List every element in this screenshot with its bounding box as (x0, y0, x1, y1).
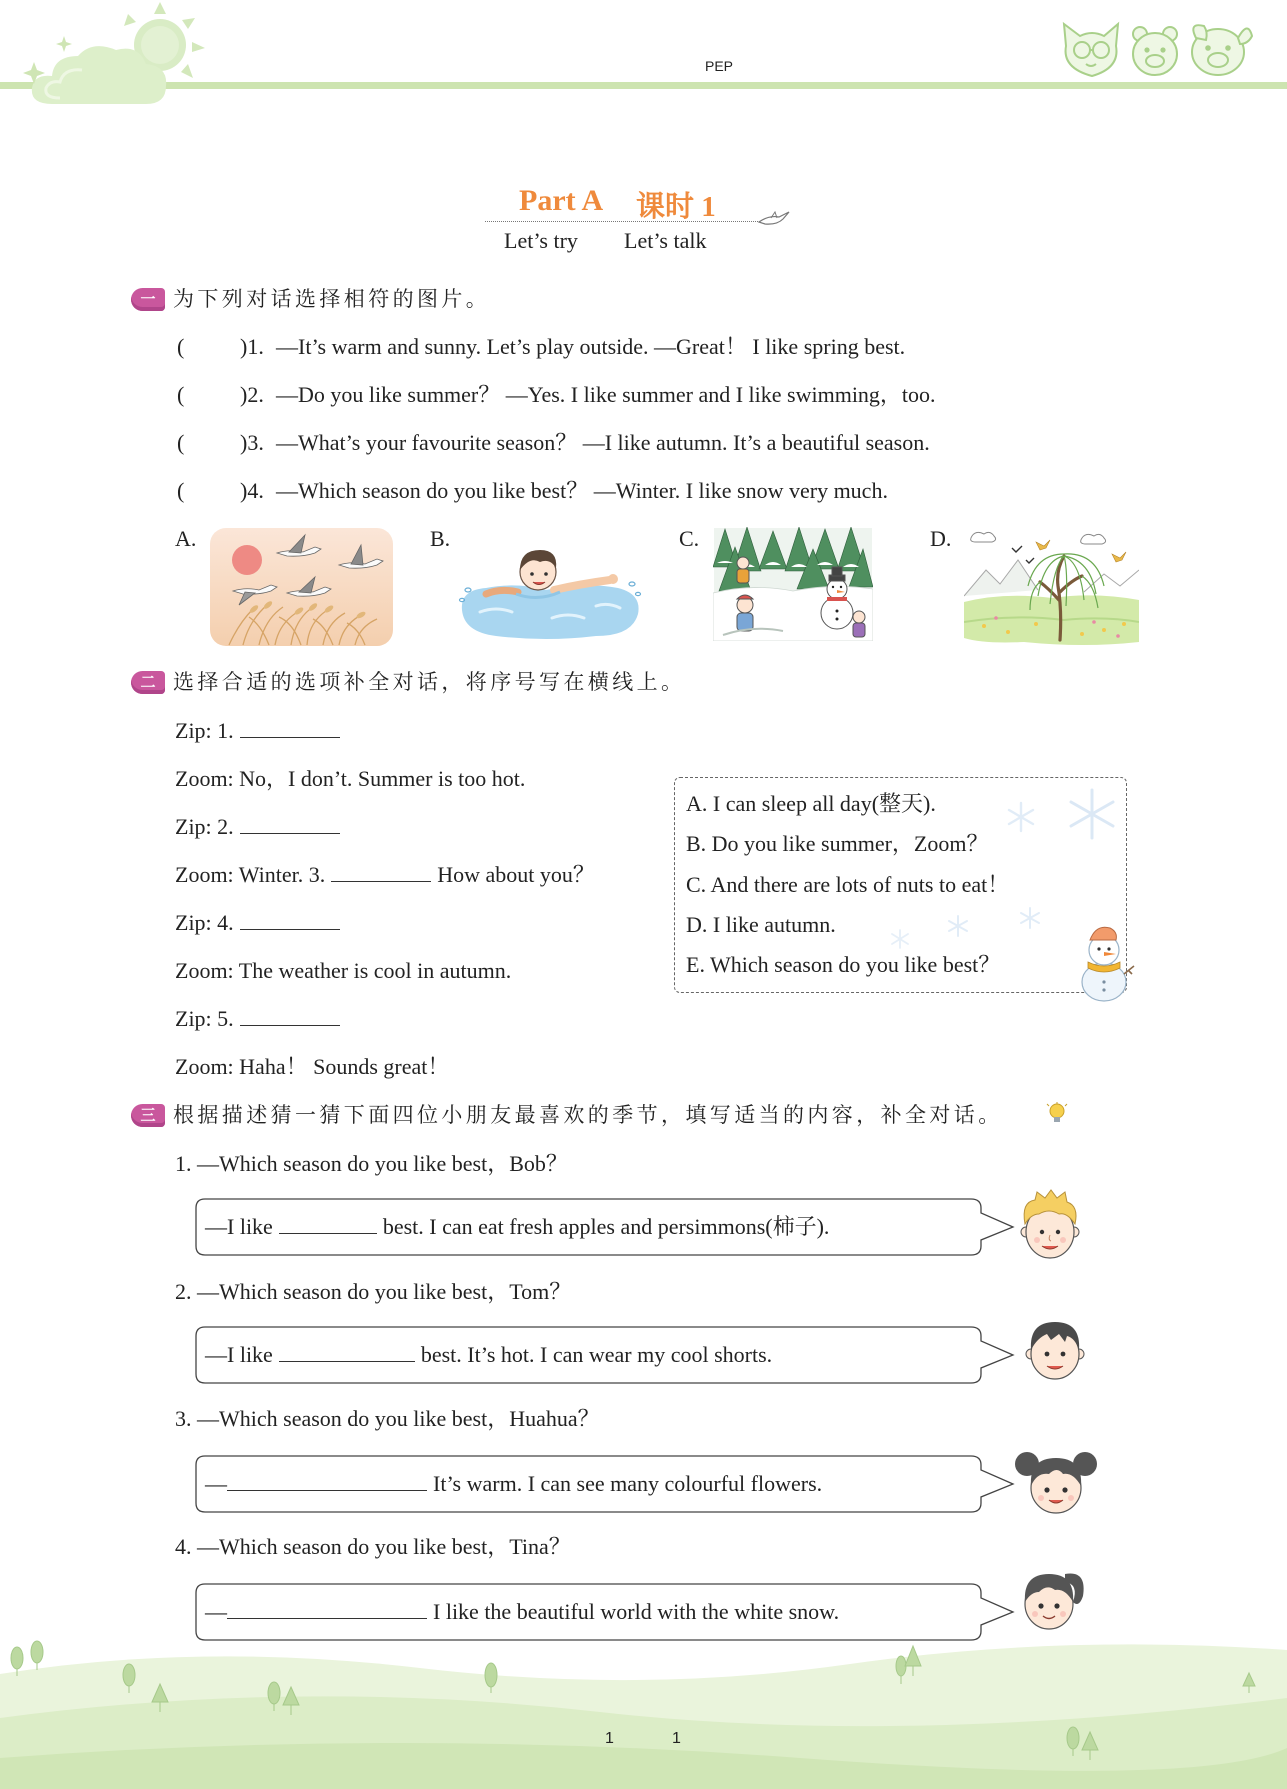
dialogue-line-zip-3 (175, 908, 346, 938)
dialogue-line-zoom-4 (175, 1052, 449, 1082)
subtitle-lets-talk: Let’s talk (624, 228, 707, 253)
snowflake-icon (1004, 800, 1038, 834)
answer-blank[interactable] (227, 1599, 427, 1619)
dialogue-text: Zip: 4. (175, 910, 234, 935)
answer-blank[interactable] (279, 1214, 377, 1234)
answer-prefix: —I like (205, 1342, 273, 1367)
dialogue-line-zoom-3 (175, 956, 511, 986)
option-c: C. And there are lots of nuts to eat！ (686, 872, 1010, 897)
question-text: —What’s your favourite season？ —I like autumn. It’s a beautiful season. (276, 430, 930, 455)
boy-swimming-picture (456, 532, 643, 642)
answer-blank[interactable] (240, 814, 340, 834)
option-a: A. I can sleep all day(整天). (686, 791, 936, 816)
section-heading-2: 选择合适的选项补全对话，将序号写在横线上。 (173, 670, 686, 694)
answer-blank[interactable] (279, 1342, 415, 1362)
question-text: —Which season do you like best？ —Winter. I like snow very much. (276, 478, 888, 503)
dialogue-text: Zoom: Winter. 3. (175, 862, 326, 887)
answer-blank[interactable] (240, 910, 340, 930)
question-bob: 1. —Which season do you like best，Bob？ (175, 1151, 568, 1176)
snowflake-icon (1064, 786, 1120, 842)
question-text: —Do you like summer？ —Yes. I like summer and I like swimming，too. (276, 382, 936, 407)
question-tom: 2. —Which season do you like best，Tom？ (175, 1279, 572, 1304)
option-b: B. Do you like summer，Zoom？ (686, 831, 989, 856)
answer-suffix: I like the beautiful world with the white snow. (433, 1599, 840, 1624)
question-number: )3. (240, 430, 264, 455)
dark-hair-boy-avatar-icon (1021, 1316, 1089, 1382)
section-badge-2: 二 (131, 671, 165, 694)
answer-line-tom (205, 1340, 772, 1370)
sun-cloud-icon (0, 0, 215, 118)
dialogue-line-zoom-1 (175, 764, 525, 794)
spring-willow-picture (964, 530, 1139, 646)
snowflake-icon (1018, 906, 1042, 930)
dialogue-text: Zip: 1. (175, 718, 234, 743)
option-e: E. Which season do you like best？ (686, 952, 1001, 977)
light-bulb-icon (1046, 1102, 1068, 1126)
question-number: )2. (240, 382, 264, 407)
snowflake-icon (889, 928, 911, 950)
answer-blank[interactable] (240, 1006, 340, 1026)
question-number: )4. (240, 478, 264, 503)
picture-label-b: B. (430, 526, 451, 551)
page-number-left: 1 (605, 1730, 614, 1747)
section-heading-3: 根据描述猜一猜下面四位小朋友最喜欢的季节，填写适当的内容，补全对话。 (173, 1103, 1003, 1127)
picture-label-c: C. (679, 526, 700, 551)
dialogue-text-after: How about you？ (437, 862, 595, 887)
answer-prefix: —I like (205, 1214, 273, 1239)
answer-suffix: best. I can eat fresh apples and persimmons(柿子). (382, 1214, 830, 1239)
page-number-right: 1 (672, 1730, 681, 1747)
answer-line-huahua (205, 1469, 822, 1499)
section-badge-3: 三 (131, 1104, 165, 1127)
dialogue-line-zip-2 (175, 812, 346, 842)
bird-pen-icon (757, 209, 791, 229)
answer-paren-open: ( (177, 334, 185, 359)
answer-space[interactable] (190, 380, 240, 410)
dialogue-line-zoom-2 (175, 860, 595, 890)
lesson-title: 课时 1 (636, 191, 716, 223)
question-huahua: 3. —Which season do you like best，Huahua？ (175, 1406, 600, 1431)
bun-hair-girl-avatar-icon (1013, 1444, 1099, 1516)
part-title: Part A (519, 184, 604, 217)
answer-paren-open: ( (177, 478, 185, 503)
question-number: )1. (240, 334, 264, 359)
answer-space[interactable] (190, 428, 240, 458)
animal-friends-icon (1058, 16, 1258, 88)
question-text: —It’s warm and sunny. Let’s play outside. —Great！ I like spring best. (276, 334, 906, 359)
title-dotted-rule (485, 221, 760, 222)
answer-paren-open: ( (177, 430, 185, 455)
dialogue-line-zip-1 (175, 716, 346, 746)
dialogue-text: Zoom: The weather is cool in autumn. (175, 958, 512, 983)
answer-suffix: best. It’s hot. I can wear my cool shorts. (420, 1342, 773, 1367)
question-tina: 4. —Which season do you like best，Tina？ (175, 1534, 571, 1559)
picture-label-d: D. (930, 526, 952, 551)
autumn-geese-picture (209, 527, 394, 647)
dialogue-line-zip-4 (175, 1004, 346, 1034)
section-badge-1: 一 (131, 288, 165, 311)
answer-space[interactable] (190, 332, 240, 362)
dialogue-text: Zoom: No，I don’t. Summer is too hot. (175, 766, 526, 791)
answer-suffix: It’s warm. I can see many colourful flowers. (433, 1471, 823, 1496)
answer-blank[interactable] (227, 1471, 427, 1491)
answer-space[interactable] (190, 476, 240, 506)
snowflake-icon (946, 914, 970, 938)
footer-hills (0, 1620, 1287, 1789)
blond-boy-avatar-icon (1015, 1188, 1085, 1262)
picture-label-a: A. (175, 526, 197, 551)
section-heading-1: 为下列对话选择相符的图片。 (173, 287, 491, 311)
answer-blank[interactable] (331, 862, 431, 882)
snowman-icon (1076, 922, 1138, 1004)
dialogue-text: Zip: 2. (175, 814, 234, 839)
subtitle-lets-try: Let’s try (504, 228, 578, 253)
dialogue-text: Zoom: Haha！ Sounds great！ (175, 1054, 450, 1079)
answer-blank[interactable] (240, 718, 340, 738)
answer-paren-open: ( (177, 382, 185, 407)
series-label: PEP (704, 58, 733, 74)
option-d: D. I like autumn. (686, 912, 836, 937)
answer-line-bob (205, 1212, 829, 1242)
winter-snowman-picture (713, 527, 873, 641)
dialogue-text: Zip: 5. (175, 1006, 234, 1031)
answer-prefix: — (205, 1471, 227, 1496)
answer-prefix: — (205, 1599, 227, 1624)
